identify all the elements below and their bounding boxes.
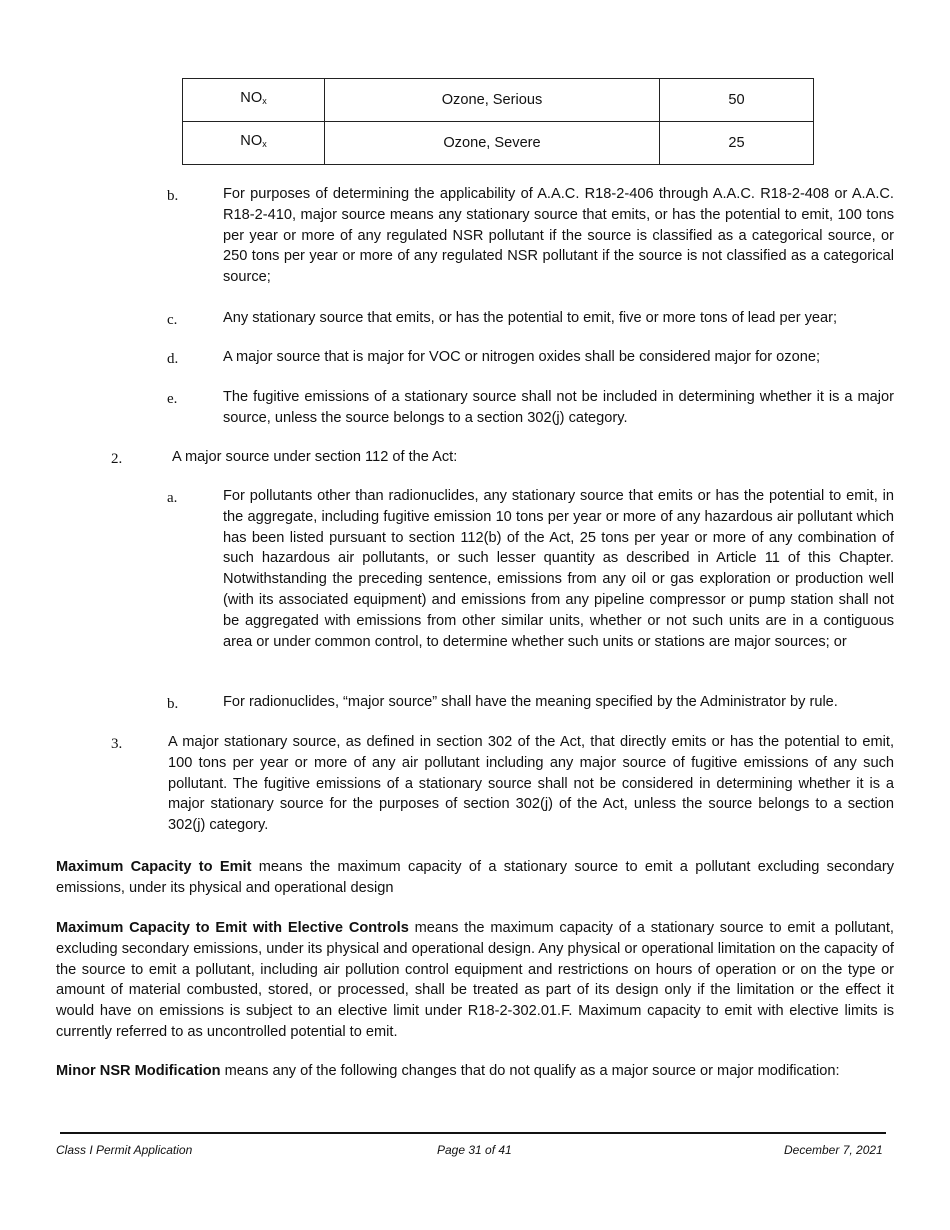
definition-paragraph xyxy=(56,918,894,1043)
list-marker: c. xyxy=(167,312,178,328)
list-marker: a. xyxy=(167,490,178,506)
footer-page-number: Page 31 of 41 xyxy=(437,1143,512,1157)
pollutant-cell: $NO_x$ xyxy=(183,79,325,122)
definition-text: means the maximum capacity of a stationary source to emit a pollutant, excluding secondary emissions, under its physical and operational design. Any physical or operational limitation on the capacity of the source to emit a pollutant, including air pollution control equipment and restrictions on hours of operation or on the type or amount of material combusted, stored, or processed, shall be treated as part of its design only if the limitation or the effect it would have on emissions is subject to an elective limit under R18-2-302.01.F. Maximum capacity to emit with elective limits is currently referred to as uncontrolled potential to emit. xyxy=(56,920,894,1040)
list-item-text: The fugitive emissions of a stationary source shall not be included in determining whether it is a major source, unless the source belongs to a section 302(j) category. xyxy=(223,389,894,426)
threshold-cell: 50 xyxy=(660,79,814,122)
list-item-text: For purposes of determining the applicability of A.A.C. R18-2-406 through A.A.C. R18-2-408 or A.A.C. R18-2-410, major source means any stationary source that emits, or has the potential to emit, 100 tons per year or more of any regulated NSR pollutant if the source is classified as a categorical source, or 250 tons per year or more of any regulated NSR pollutant if the source is not classified as a categorical source; xyxy=(223,186,894,286)
definition-text: means any of the following changes that do not qualify as a major source or major modification: xyxy=(220,1063,840,1079)
definition-paragraph xyxy=(56,1061,894,1082)
area-cell: Ozone, Serious xyxy=(325,79,660,122)
list-item-text: A major stationary source, as defined in section 302 of the Act, that directly emits or has the potential to emit, 100 tons per year or more of any air pollutant including any major source of fugitive emissions of any such pollutant. The fugitive emissions of a stationary source shall not be considered in determining whether it is a major stationary source for the purposes of section 302(j) of the Act, unless the source belongs to a section 302(j) category. xyxy=(168,734,894,834)
area-cell: Ozone, Severe xyxy=(325,122,660,165)
table-row xyxy=(183,79,814,122)
list-marker: d. xyxy=(167,351,179,367)
list-marker: 3. xyxy=(111,736,123,752)
pollutant-cell: $NO_x$ xyxy=(183,122,325,165)
list-marker: b. xyxy=(167,188,179,204)
footer-divider xyxy=(60,1132,886,1134)
footer-document-title: Class I Permit Application xyxy=(56,1143,193,1157)
list-marker: e. xyxy=(167,391,178,407)
list-marker: 2. xyxy=(111,451,123,467)
list-item-text: For pollutants other than radionuclides, any stationary source that emits or has the potential to emit, in the aggregate, including fugitive emission 10 tons per year or more of any hazardous air pollutant which has been listed pursuant to section 112(b) of the Act, 25 tons per year or more of any combination of such hazardous air pollutants, or such lesser quantity as described in Article 11 of this Chapter. Notwithstanding the preceding sentence, emissions from any oil or gas exploration or production well (with its associated equipment) and emissions from any pipeline compressor or pump station shall not be aggregated with emissions from other similar units, whether or not such units are in a contiguous area or under common control, to determine whether such units or stations are major sources; or xyxy=(223,488,894,650)
list-item-text: A major source under section 112 of the Act: xyxy=(172,449,458,465)
list-item-text: Any stationary source that emits, or has the potential to emit, five or more tons of lead per year; xyxy=(223,310,838,326)
list-item-text: A major source that is major for VOC or nitrogen oxides shall be considered major for ozone; xyxy=(223,349,821,365)
definition-text: means the maximum capacity of a stationary source to emit a pollutant excluding secondary emissions, under its physical and operational design xyxy=(56,859,894,896)
threshold-cell: 25 xyxy=(660,122,814,165)
footer-date: December 7, 2021 xyxy=(784,1143,883,1157)
definition-paragraph xyxy=(56,857,894,899)
pollutant-threshold-table xyxy=(182,78,814,165)
table-row xyxy=(183,122,814,165)
definition-term: Maximum Capacity to Emit xyxy=(56,859,252,875)
list-item-text: For radionuclides, “major source” shall have the meaning specified by the Administrator by rule. xyxy=(223,694,838,710)
definition-term: Minor NSR Modification xyxy=(56,1063,221,1079)
list-marker: b. xyxy=(167,696,179,712)
definition-term: Maximum Capacity to Emit with Elective Controls xyxy=(56,920,409,936)
